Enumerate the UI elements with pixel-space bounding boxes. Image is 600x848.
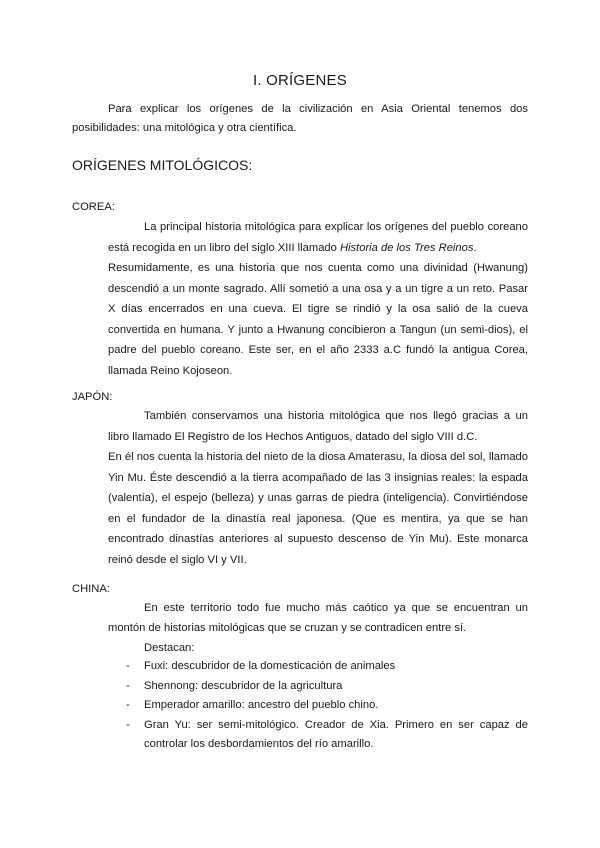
list-bullet: - (126, 718, 130, 731)
list-bullet: - (126, 699, 130, 711)
china-heading: CHINA: (72, 583, 110, 595)
list-item-text: Fuxi: descubridor de la domesticación de animales (144, 660, 396, 672)
intro-paragraph: Para explicar los orígenes de la civilización en Asia Oriental tenemos dos posibilidades: una mitológica y otra científica. (72, 103, 528, 134)
japon-heading: JAPÓN: (72, 391, 113, 403)
list-item-text: Shennong: descubridor de la agricultura (144, 679, 343, 692)
corea-section (108, 217, 528, 381)
corea-paragraph-1 (108, 217, 528, 258)
corea-p1-end: . (473, 241, 477, 254)
list-item-text: Gran Yu: ser semi-mitológico. Creador de Xia. Primero en ser capaz de controlar los desbordamientos del río amarillo. (144, 718, 528, 750)
japon-section (108, 406, 528, 570)
corea-heading: COREA: (72, 201, 115, 213)
china-section (108, 598, 528, 658)
japon-paragraph-1: También conservamos una historia mitológica que nos llegó gracias a un libro llamado El Registro de los Hechos Antiguos, datado del siglo VIII d.C. (108, 410, 528, 443)
page-title: I. ORÍGENES (253, 72, 347, 89)
list-bullet: - (126, 679, 130, 692)
section-title: ORÍGENES MITOLÓGICOS: (72, 157, 253, 173)
corea-book-title: Historia de los Tres Reinos (339, 241, 474, 254)
corea-p1-text: La principal historia mitológica para explicar los orígenes del pueblo coreano está recogida en un libro del siglo XIII llamado (108, 221, 528, 254)
japon-paragraph-2: En él nos cuenta la historia del nieto de la diosa Amaterasu, la diosa del sol, llamado Yin Mu. Éste descendió a la tierra acompañado de las 3 insignias reales: la espada (valentía), el espejo (belleza) y unas garras de piedra (inteligencia). Convirtiéndose en el fundador de la dinastía real japonesa. (Que es mentira, ya que se han encontrado dinastías anteriores al supuesto descenso de Yin Mu). Este monarca reinó desde el siglo VI y VII. (108, 451, 528, 566)
list-bullet: - (126, 660, 130, 672)
china-paragraph-2: Destacan: (144, 642, 195, 654)
china-myth-list (108, 657, 528, 755)
list-item (108, 696, 528, 716)
china-paragraph-1: En este territorio todo fue mucho más caótico ya que se encuentran un montón de historias mitológicas que se cruzan y se contradicen entre sí. (108, 602, 528, 634)
list-item (108, 657, 528, 677)
list-item (108, 716, 528, 755)
corea-paragraph-2: Resumidamente, es una historia que nos cuenta como una divinidad (Hwanung) descendió a un monte sagrado. Allí sometió a una osa y a un tigre a un reto. Pasar X días encerrados en una cueva. El tigre se rindió y la osa salió de la cueva convertida en humana. Y junto a Hwanung concibieron a Tangun (un semi-dios), el padre del pueblo coreano. Este ser, en el año 2333 a.C fundó la antigua Corea, llamada Reino Kojoseon. (108, 262, 528, 377)
list-item-text: Emperador amarillo: ancestro del pueblo chino. (144, 699, 379, 711)
list-item (108, 677, 528, 697)
